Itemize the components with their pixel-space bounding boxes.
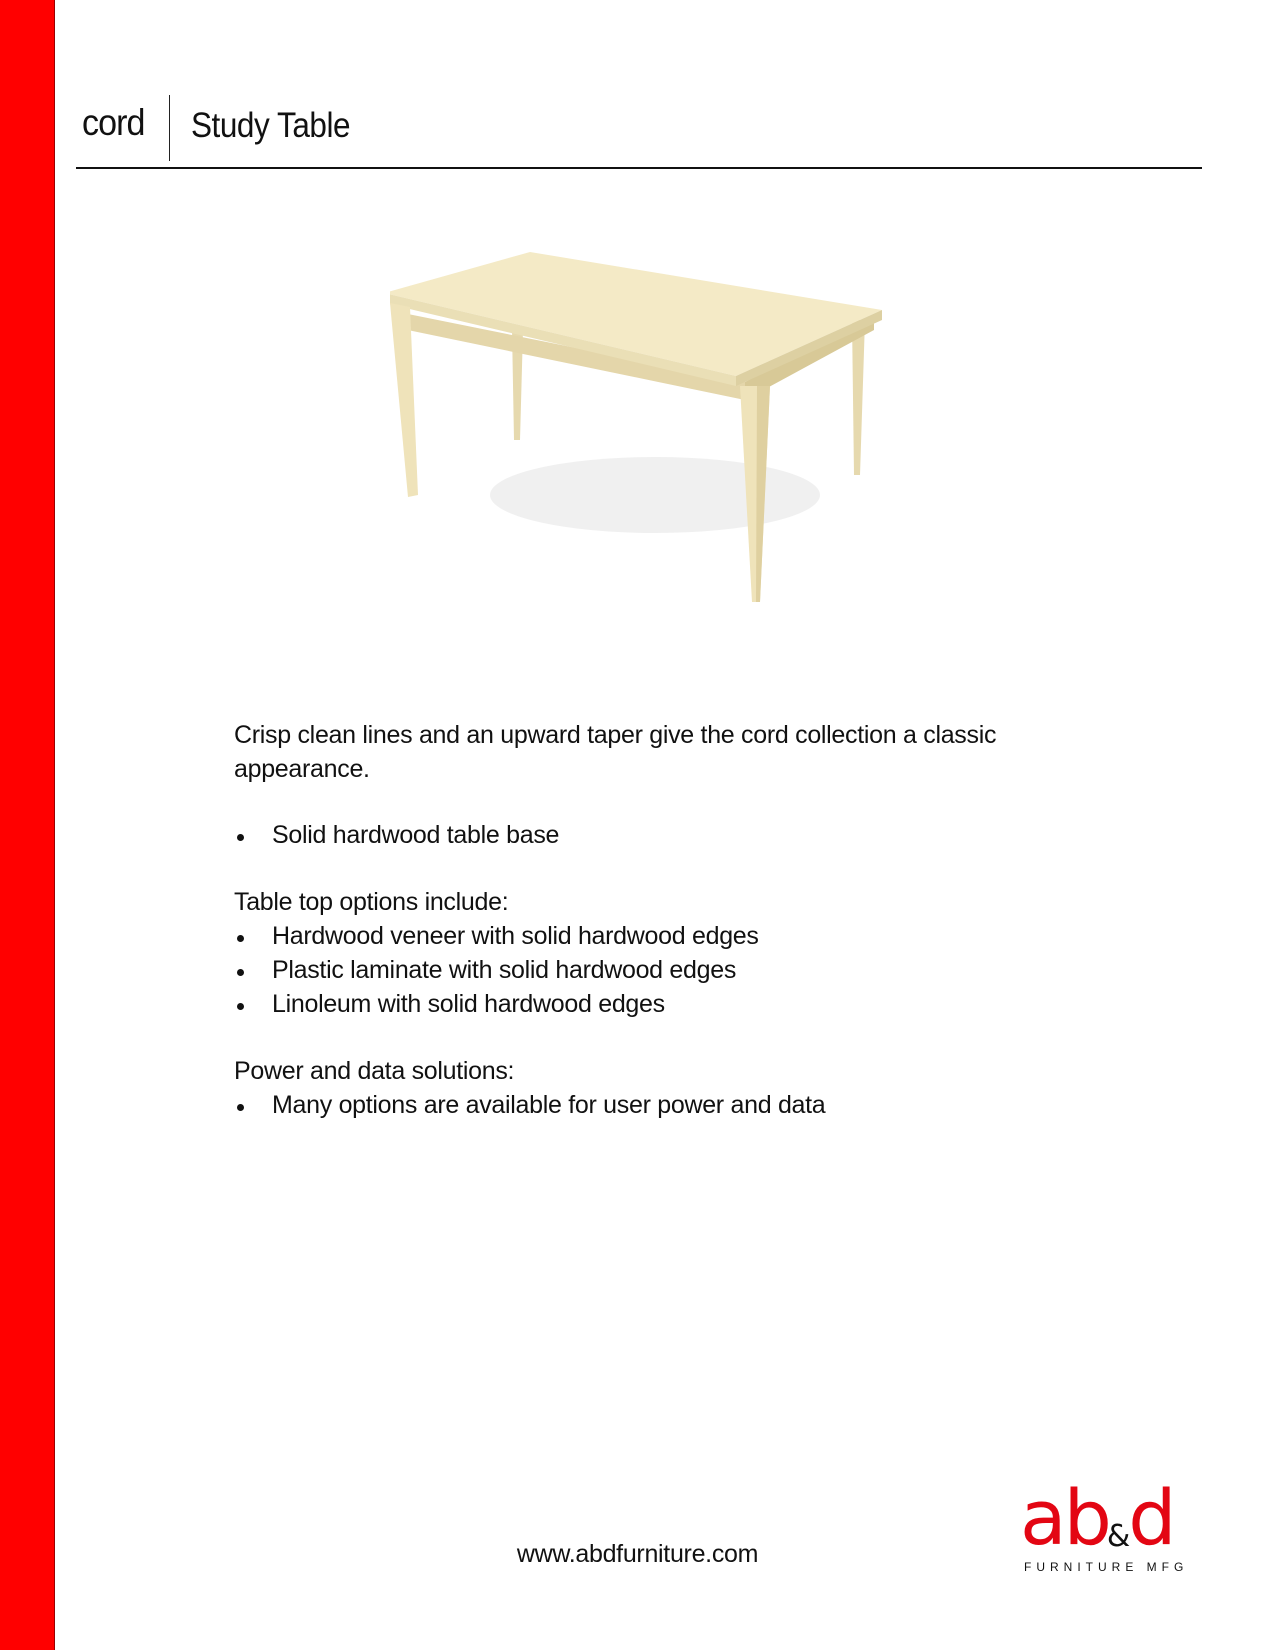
abd-logo <box>1020 1473 1205 1578</box>
top-options-label: Table top options include: <box>234 888 509 916</box>
logo-subtitle: FURNITURE MFG <box>1024 1560 1189 1574</box>
intro-text: Crisp clean lines and an upward taper give the cord collection a classic appearance. <box>234 721 997 783</box>
header-rule <box>76 167 1202 169</box>
page-header <box>76 88 1200 164</box>
logo-wordmark: ab&d <box>1020 1473 1174 1562</box>
collection-name: cord <box>82 102 145 143</box>
title-divider <box>169 95 170 161</box>
top-options-list <box>234 919 1054 1021</box>
table-leg-front-left <box>390 303 418 497</box>
list-item: Hardwood veneer with solid hardwood edges <box>234 919 1054 953</box>
website-url: www.abdfurniture.com <box>516 1540 759 1568</box>
list-item: Many options are available for user power and data <box>234 1088 1054 1122</box>
power-options-list <box>234 1088 1054 1122</box>
list-item: Linoleum with solid hardwood edges <box>234 987 1054 1021</box>
product-description <box>234 718 1054 1122</box>
table-shadow <box>490 457 820 533</box>
page-title: Study Table <box>191 106 351 145</box>
table-render-icon <box>390 250 930 640</box>
power-label: Power and data solutions: <box>234 1057 515 1085</box>
red-side-bar <box>0 0 55 1650</box>
table-leg-back-right <box>852 320 865 475</box>
list-item: Plastic laminate with solid hardwood edges <box>234 953 1054 987</box>
list-item: Solid hardwood table base <box>234 818 1054 852</box>
base-feature-list <box>234 818 1054 852</box>
